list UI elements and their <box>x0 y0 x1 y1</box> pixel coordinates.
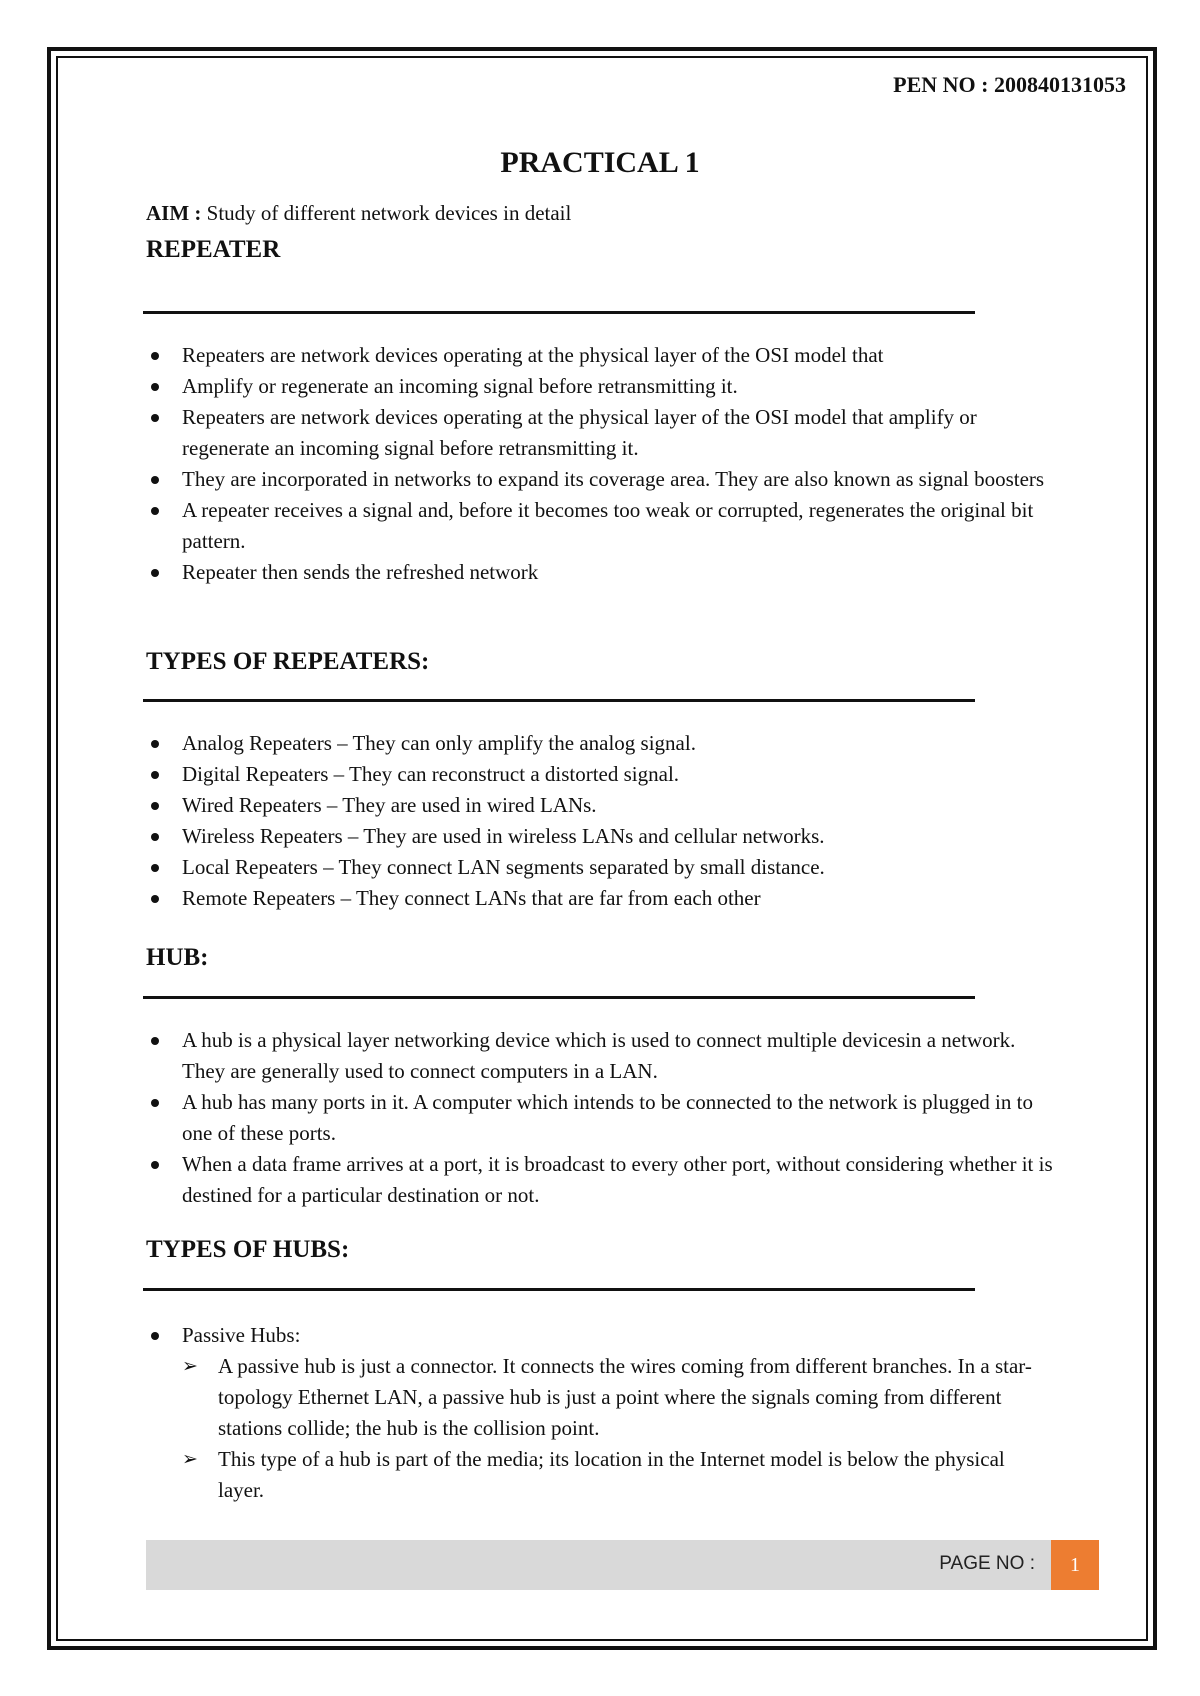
sub-list-item-text: This type of a hub is part of the media; its location in the Internet model is below the physical layer. <box>218 1447 1005 1502</box>
section-heading: HUB: <box>146 944 209 971</box>
list-item <box>146 371 1056 402</box>
bullet-icon <box>151 1037 159 1045</box>
bullet-icon <box>151 414 159 422</box>
section-divider <box>143 1288 975 1291</box>
list-item-text: Local Repeaters – They connect LAN segments separated by small distance. <box>182 855 825 879</box>
repeater-list <box>146 340 1056 588</box>
aim-label: AIM : <box>146 201 202 225</box>
list-item <box>146 1320 1056 1506</box>
section-divider <box>143 996 975 999</box>
list-item <box>146 402 1056 464</box>
types-of-hubs-list <box>146 1320 1056 1506</box>
list-item-text: Analog Repeaters – They can only amplify the analog signal. <box>182 731 696 755</box>
bullet-icon <box>151 833 159 841</box>
list-item <box>146 790 1056 821</box>
bullet-icon <box>151 740 159 748</box>
bullet-icon <box>151 864 159 872</box>
section-types-of-repeaters <box>146 648 1056 676</box>
bullet-icon <box>151 1332 159 1340</box>
list-item <box>146 821 1056 852</box>
bullet-icon <box>151 1161 159 1169</box>
list-item-text: Passive Hubs: <box>182 1323 301 1347</box>
bullet-icon <box>151 1099 159 1107</box>
bullet-icon <box>151 507 159 515</box>
sub-list-item-text: A passive hub is just a connector. It connects the wires coming from different branches. In a star-topology Ethernet LAN, a passive hub is just a point where the signals coming from different stations collide; the hub is the collision point. <box>218 1354 1032 1440</box>
list-item <box>146 557 1056 588</box>
bullet-icon <box>151 802 159 810</box>
hub-list <box>146 1025 1056 1211</box>
page-title: PRACTICAL 1 <box>500 146 700 179</box>
section-heading: REPEATER <box>146 236 281 263</box>
list-item <box>146 883 1056 914</box>
list-item <box>146 852 1056 883</box>
section-types-of-hubs <box>146 1236 1056 1264</box>
list-item-text: A repeater receives a signal and, before it becomes too weak or corrupted, regenerates the original bit pattern. <box>182 498 1034 553</box>
arrow-bullet-icon: ➢ <box>182 1356 198 1377</box>
bullet-icon <box>151 383 159 391</box>
sub-list-item <box>182 1444 1056 1506</box>
bullet-icon <box>151 569 159 577</box>
list-item-text: Wireless Repeaters – They are used in wireless LANs and cellular networks. <box>182 824 825 848</box>
list-item-text: A hub is a physical layer networking device which is used to connect multiple devicesin a network. They are generally used to connect computers in a LAN. <box>182 1028 1016 1083</box>
list-item <box>146 759 1056 790</box>
list-item-text: A hub has many ports in it. A computer which intends to be connected to the network is plugged in to one of these ports. <box>182 1090 1033 1145</box>
aim-text: Study of different network devices in detail <box>206 201 572 225</box>
list-item <box>146 1087 1056 1149</box>
list-item-text: Remote Repeaters – They connect LANs that are far from each other <box>182 886 761 910</box>
list-item-text: Amplify or regenerate an incoming signal before retransmitting it. <box>182 374 738 398</box>
section-heading: TYPES OF HUBS: <box>146 1236 350 1263</box>
arrow-bullet-icon: ➢ <box>182 1449 198 1470</box>
bullet-icon <box>151 476 159 484</box>
list-item-text: Repeater then sends the refreshed network <box>182 560 539 584</box>
bullet-icon <box>151 352 159 360</box>
section-heading: TYPES OF REPEATERS: <box>146 648 430 675</box>
section-hub <box>146 944 1056 972</box>
list-item-text: Wired Repeaters – They are used in wired LANs. <box>182 793 597 817</box>
list-item <box>146 728 1056 759</box>
list-item <box>146 464 1056 495</box>
page-number: 1 <box>1051 1540 1099 1590</box>
list-item-text: Repeaters are network devices operating at the physical layer of the OSI model that <box>182 343 884 367</box>
page-footer <box>146 1540 1099 1590</box>
section-repeater <box>146 236 1056 264</box>
list-item <box>146 495 1056 557</box>
list-item <box>146 1025 1056 1087</box>
bullet-icon <box>151 895 159 903</box>
bullet-icon <box>151 771 159 779</box>
section-divider <box>143 699 975 702</box>
list-item-text: Repeaters are network devices operating at the physical layer of the OSI model that amplify or regenerate an incoming signal before retransmitting it. <box>182 405 977 460</box>
list-item-text: When a data frame arrives at a port, it is broadcast to every other port, without considering whether it is destined for a particular destination or not. <box>182 1152 1053 1207</box>
page-number-label: PAGE NO : <box>939 1553 1035 1574</box>
list-item-text: Digital Repeaters – They can reconstruct a distorted signal. <box>182 762 680 786</box>
types-of-repeaters-list <box>146 728 1056 914</box>
pen-number: PEN NO : 200840131053 <box>893 72 1126 97</box>
list-item-text: They are incorporated in networks to expand its coverage area. They are also known as signal boosters <box>182 467 1045 491</box>
list-item <box>146 340 1056 371</box>
section-divider <box>143 311 975 314</box>
aim-line <box>146 201 571 226</box>
sub-list <box>182 1351 1056 1506</box>
sub-list-item <box>182 1351 1056 1444</box>
list-item <box>146 1149 1056 1211</box>
